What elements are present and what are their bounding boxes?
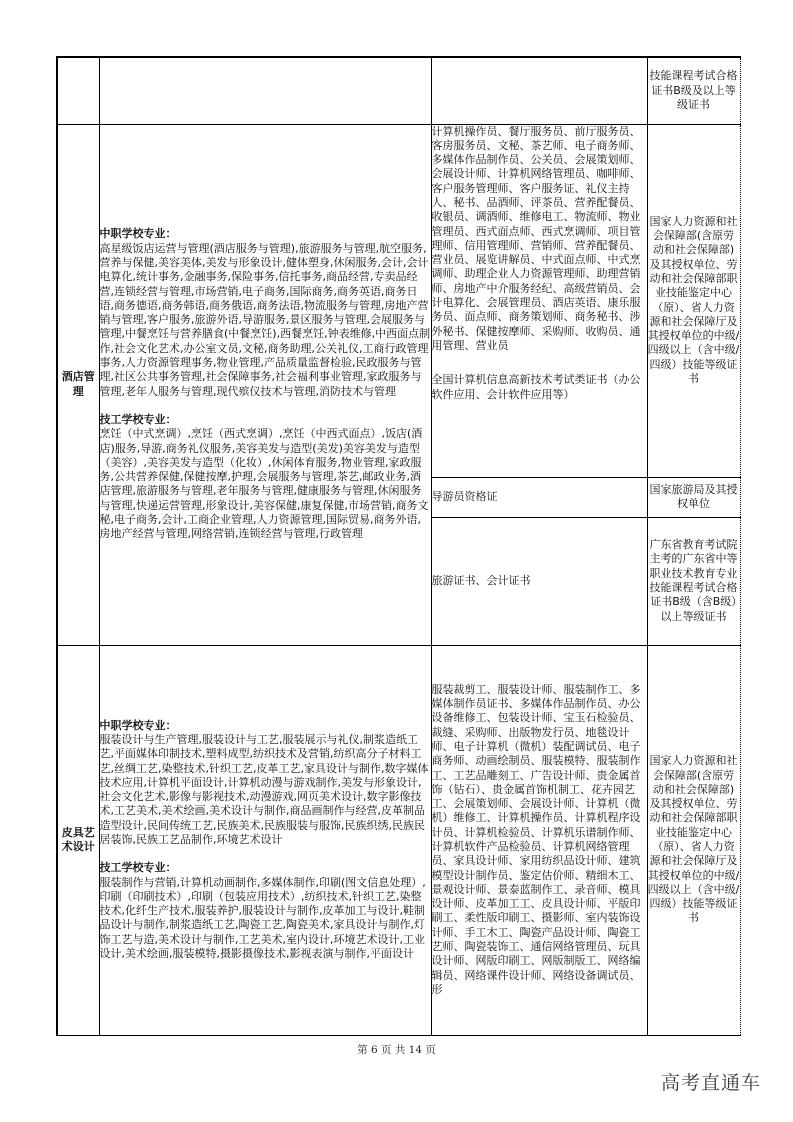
authority-text: 国家人力资源和社会保障部(含原劳动和社会保障部)及其授权单位、劳动和社会保障部职业技能鉴定中心（原）、省人力资源和社会保障厅及其授权单位的中级/四级以上（含中级/四级）技能等级证书 (647, 754, 740, 925)
certificates-text: 服装裁剪工、服装设计师、服装制作工、多媒体制作员证书、多媒体作品制作员、办公设备维修工、包装设计师、宝玉石检验员、裁缝、采购师、出版物发行员、地毯设计师、电子计算机（微机）装配调试员、电子商务师、动画绘制员、服装模特、服装制作工、工艺品雕刻工、广告设计师、贵金属首饰（钻石）、贵金属首饰机制工、花卉园艺工、会展策划师、会展设计师、计算机（微机）维修工、计算机操作员、计算机程序设计员、计算机检验员、计算机乐谱制作师、计算机软件产品检验员、计算机网络管理员、家具设计师、家用纺织品设计师、建筑模型设计制作员、鉴定估价师、精细木工、景观设计师、景泰蓝制作工、录音师、模具设计师、皮革加工工、皮具设计师、平版印刷工、柔性版印刷工、摄影师、室内装饰设计师、手工木工、陶瓷产品设计师、陶瓷工艺师、陶瓷装饰工、通信网络管理员、玩具设计师、网版印刷工、网版制版工、网络编辑员、网络课件设计师、网络设备调试员、形 (431, 682, 641, 996)
hotel-certificates-cell (431, 124, 647, 477)
authority-cell-continued (647, 57, 740, 124)
table-row-hotel-main (57, 124, 740, 477)
zhongzhi-majors-text: 高星级饭店运营与管理(酒店服务与管理),旅游服务与管理,航空服务,营养与保健,美容美体,美发与形象设计,健体塑身,休闲服务,会计,会计电算化,统计事务,金融事务,保险事务,信托事务,商品经营,专卖品经营,连锁经营与管理,市场营销,电子商务,国际商务,商务英语,商务日语,商务德语,商务韩语,商务俄语,商务法语,物流服务与管理,房地产营销与管理,客户服务,旅游外语,导游服务,景区服务与管理,会展服务与管理,中餐烹饪与营养膳食(中餐烹饪),西餐烹饪,钟表维修,中西面点制作,社会文化艺术,办公室文员,文秘,商务助理,公关礼仪,工商行政管理事务,人力资源管理事务,物业管理,产品质量监督检验,民政服务与管理,社区公共事务管理,社会保障事务,社会福利事业管理,家政服务与管理,老年人服务与管理,现代殡仪技术与管理,消防技术与管理 (99, 241, 431, 398)
jigong-heading: 技工学校专业： (99, 412, 177, 426)
guide-cert-cell (431, 477, 647, 517)
zhongzhi-heading: 中职学校专业： (99, 718, 177, 732)
category-hotel-management (57, 124, 99, 645)
zhongzhi-majors-text: 服装设计与生产管理,服装设计与工艺,服装展示与礼仪,制浆造纸工艺,平面媒体印制技术,塑料成型,纺织技术及营销,纺织高分子材料工艺,丝绸工艺,染整技术,针织工艺,皮革工艺,家具设计与制作,数字媒体技术应用,计算机平面设计,计算机动漫与游戏制作,美发与形象设计,社会文化艺术,影像与影视技术,动漫游戏,网页美术设计,数字影像技术,工艺美术,美术绘画,美术设计与制作,商品画制作与经营,皮革制品造型设计,民间传统工艺,民族美术,民族服装与服饰,民族织绣,民族民居装饰,民族工艺品制作,环境艺术设计 (99, 732, 429, 846)
computer-cert-text: 全国计算机信息高新技术考试类证书（办公软件应用、会计软件应用等） (431, 373, 641, 401)
tour-authority-text: 广东省教育考试院主考的广东省中等职业技术教育专业技能课程考试合格证书B级（含B级）以上等级证书 (649, 538, 738, 623)
leather-majors-cell (99, 645, 431, 1035)
authority-text: 国家人力资源和社会保障部(含原劳动和社会保障部)及其授权单位、劳动和社会保障部职业技能鉴定中心（原）、省人力资源和社会保障厅及其授权单位的中级/四级以上（含中级/四级）技能等级证书 (647, 214, 740, 385)
table-row-continued (57, 57, 740, 124)
hotel-authority-cell (647, 124, 740, 477)
watermark-logo-text: 高考直通车 (660, 1072, 761, 1094)
guide-authority-text: 国家旅游局及其授权单位 (649, 482, 738, 510)
page-number: 第 6 页 共 14 页 (357, 1044, 436, 1056)
certificates-text: 计算机操作员、餐厅服务员、前厅服务员、客房服务员、文秘、茶艺师、电子商务师、多媒体作品制作员、公关员、会展策划师、会展设计师、计算机网络管理员、咖啡师、客户服务管理师、客户服务证、礼仪主持人、秘书、品酒师、评茶员、营养配餐员、收银员、调酒师、维修电工、物流师、物业管理员、西式面点师、西式烹调师、项目管理师、信用管理师、营销师、营养配餐员、营业员、展览讲解员、中式面点师、中式烹调师、助理企业人力资源管理师、助理营销师、房地产中介服务经纪、高级营销员、会计电算化、会展管理员、酒店英语、康乐服务员、面点师、商务策划师、商务秘书、涉外秘书、保健按摩师、采购师、收购员、通用管理、营业员 (431, 124, 641, 352)
tour-authority-cell (647, 517, 740, 645)
tour-cert-text: 旅游证书、会计证书 (431, 573, 531, 587)
category-label: 酒店管理 (61, 370, 95, 398)
zhongzhi-heading: 中职学校专业： (99, 227, 177, 241)
guide-cert-text: 导游员资格证 (431, 489, 498, 503)
major-certificate-table (56, 56, 741, 1036)
cert-cell-empty (431, 57, 647, 124)
major-cell-empty (99, 57, 431, 124)
category-leather-art-design (57, 645, 99, 1035)
jigong-heading: 技工学校专业： (99, 861, 177, 875)
tour-cert-cell (431, 517, 647, 645)
guide-authority-cell (647, 477, 740, 517)
category-label: 皮具艺术设计 (61, 825, 95, 853)
hotel-majors-cell (99, 124, 431, 645)
category-cell-empty (57, 57, 99, 124)
leather-authority-cell (647, 645, 740, 1035)
jigong-majors-text: 服装制作与营销,计算机动画制作,多媒体制作,印刷(图文信息处理）,印刷（印刷技术）,印刷（包装应用技术）,纺织技术,针织工艺,染整技术,化纤生产技术,服装养护,服装设计与制作,皮革加工与设计,鞋制品设计与制作,制浆造纸工艺,陶瓷工艺,陶瓷美术,家具设计与制作,灯饰工艺与造,美术设计与制作,工艺美术,室内设计,环境艺术设计,工业设计,美术绘画,服装模特,摄影摄像技术,影视表演与制作,平面设计 (99, 875, 426, 961)
jigong-majors-text: 烹饪（中式烹调）,烹饪（西式烹调）,烹饪（中西式面点）,饭店(酒店)服务,导游,商务礼仪服务,美容美发与造型(美发)美容美发与造型（美容）,美容美发与造型（化妆）,休闲体育服务,物业管理,家政服务,公共营养保健,保健按摩,护理,会展服务与管理,茶艺,邮政业务,酒店管理,旅游服务与管理,老年服务与管理,健康服务与管理,休闲服务与管理,快递运营管理,形象设计,美容保健,康复保健,市场营销,商务文秘,电子商务,会计,工商企业管理,人力资源管理,国际贸易,商务外语,房地产经营与管理,网络营销,连锁经营与管理,行政管理 (99, 427, 429, 541)
leather-certificates-cell (431, 645, 647, 1035)
authority-text: 技能课程考试合格证书B级及以上等级证书 (649, 69, 738, 111)
table-row-leather (57, 645, 740, 1035)
